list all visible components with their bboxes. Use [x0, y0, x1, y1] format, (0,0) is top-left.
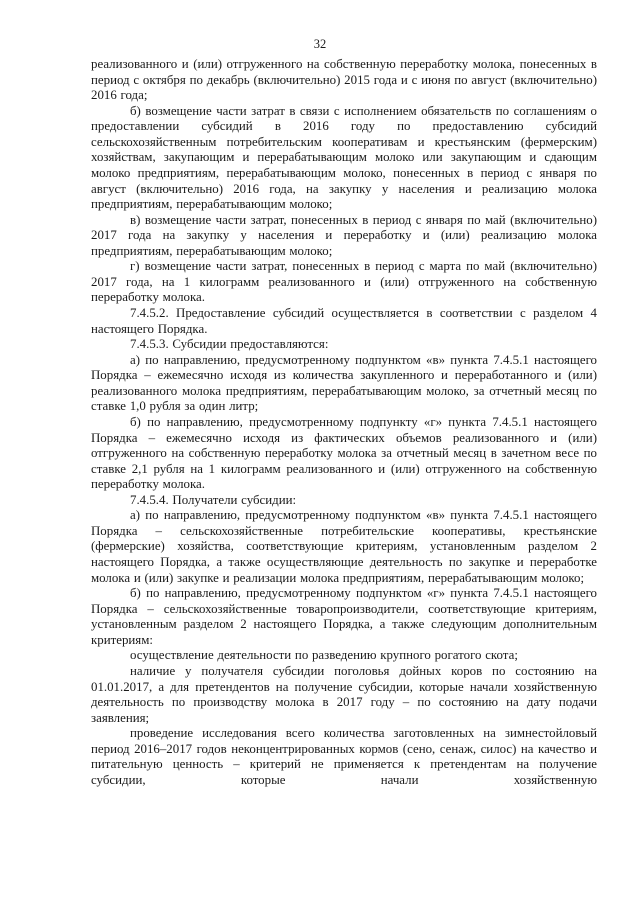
page-number: 32 — [313, 37, 327, 51]
paragraph: а) по направлению, предусмотренному подпунктом «в» пункта 7.4.5.1 настоящего Порядка – сельскохозяйственные потребительские кооперативы, крестьянские (фермерские) хозяйства, соответствующие критериям, установленным разделом 2 настоящего Порядка, а также осуществляющие деятельность по закупке и переработке молока и (или) закупке и реализации молока предприятиям, перерабатывающим молоко; — [91, 508, 597, 585]
paragraph: осуществление деятельности по разведению крупного рогатого скота; — [130, 648, 518, 663]
paragraph: в) возмещение части затрат, понесенных в период с января по май (включительно) 2017 года на закупку у населения и переработку и (или) реализацию молока предприятиям, перерабатывающим молоко; — [91, 212, 597, 258]
paragraph: реализованного и (или) отгруженного на собственную переработку молока, понесенных в период с октября по декабрь (включительно) 2015 года и с июня по август (включительно) 2016 года; — [91, 57, 597, 103]
document-body — [91, 57, 597, 788]
paragraph: наличие у получателя субсидии поголовья дойных коров по состоянию на 01.01.2017, а для претендентов на получение субсидии, которые начали хозяйственную деятельность по производству молока в 2017 году – по состоянию на дату подачи заявления; — [91, 663, 597, 725]
paragraph: 7.4.5.2. Предоставление субсидий осуществляется в соответствии с разделом 4 настоящего Порядка. — [91, 306, 597, 336]
paragraph: г) возмещение части затрат, понесенных в период с марта по май (включительно) 2017 года, на 1 килограмм реализованного и (или) отгруженного на собственную переработку молока. — [91, 259, 597, 305]
paragraph: б) по направлению, предусмотренному подпунктом «г» пункта 7.4.5.1 настоящего Порядка – сельскохозяйственные товаропроизводители, соответствующие критериям, установленным разделом 2 настоящего Порядка, а также следующим дополнительным критериям: — [91, 586, 597, 647]
paragraph: б) возмещение части затрат в связи с исполнением обязательств по соглашениям о предоставлении субсидий в 2016 году по предоставлению субсидий сельскохозяйственным потребительским кооперативам и крестьянским (фермерским) хозяйствам, закупающим и перерабатывающим молоко или закупающим и сдающим молоко предприятиям, перерабатывающим молоко, понесенных в период с января по август (включительно) 2016 года, на закупку у населения и реализацию молока предприятиям, перерабатывающим молоко; — [91, 103, 597, 212]
paragraph: проведение исследования всего количества заготовленных на зимнестойловый период 2016–2017 годов неконцентрированных кормов (сено, сенаж, силос) на качество и питательную ценность – критерий не применяется к претендентам на получение субсидии, которые начали хозяйственную — [91, 726, 597, 787]
paragraph: б) по направлению, предусмотренному подпункту «г» пункта 7.4.5.1 настоящего Порядка – ежемесячно исходя из фактических объемов реализованного и (или) отгруженного на собственную переработку молока за отчетный месяц в зачетном весе по ставке 2,1 рубля на 1 килограмм реализованного и (или) отгруженного на собственную переработку молока. — [91, 414, 597, 492]
paragraph: 7.4.5.4. Получатели субсидии: — [130, 492, 297, 507]
paragraph: а) по направлению, предусмотренному подпунктом «в» пункта 7.4.5.1 настоящего Порядка – ежемесячно исходя из количества закупленного и переработанного и (или) реализованного молока предприятиям, перерабатывающим молоко, за отчетный месяц по ставке 1,0 рубля за один литр; — [91, 352, 597, 414]
paragraph: 7.4.5.3. Субсидии предоставляются: — [130, 337, 329, 352]
